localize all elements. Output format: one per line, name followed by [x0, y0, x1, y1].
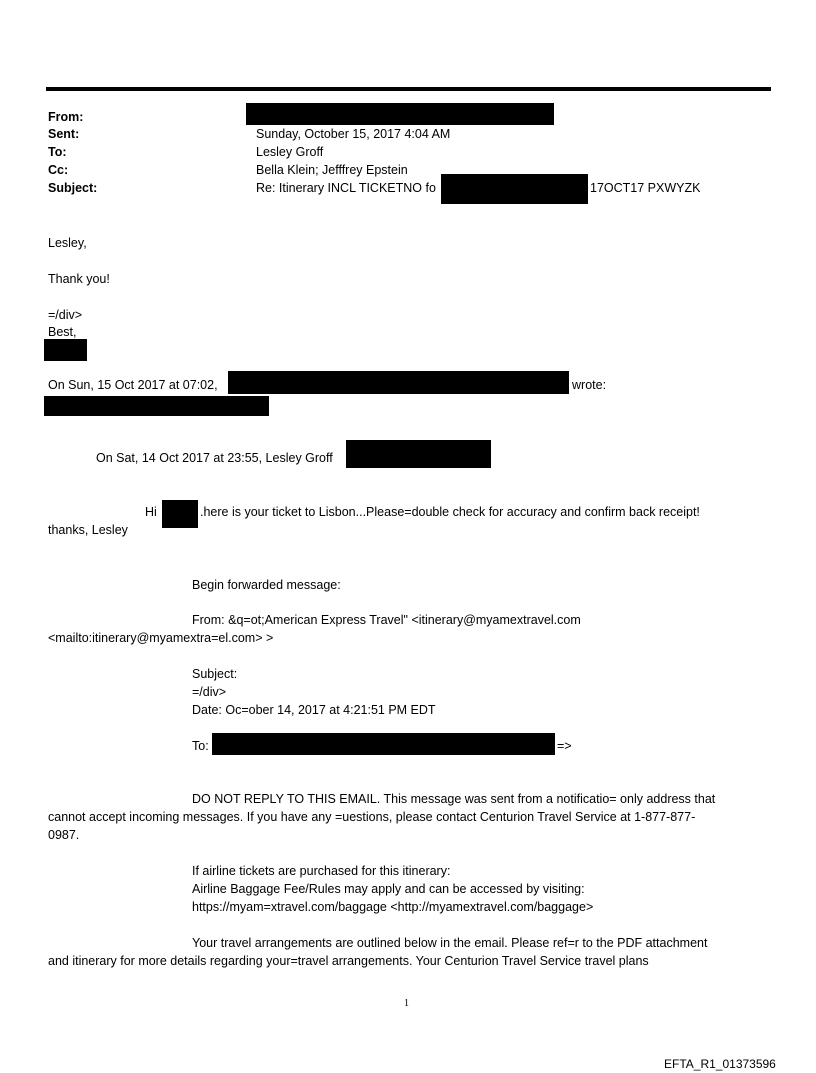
- redaction-fwd-to: [212, 733, 555, 755]
- cc-label: Cc:: [48, 163, 69, 177]
- baggage-line-3: https://myam=xtravel.com/baggage <http://myamextravel.com/baggage>: [192, 900, 594, 914]
- quote1-prefix: On Sun, 15 Oct 2017 at 07:02,: [48, 378, 218, 392]
- quote1-suffix: wrote:: [572, 378, 607, 392]
- notice-line-1: DO NOT REPLY TO THIS EMAIL. This message was sent from a notificatio= only address that: [192, 792, 716, 806]
- quote2-line: On Sat, 14 Oct 2017 at 23:55, Lesley Groff: [96, 451, 333, 465]
- notice-line-2: cannot accept incoming messages. If you have any =uestions, please contact Centurion Travel Service at 1-877-877-: [48, 810, 696, 824]
- travel-line-1: Your travel arrangements are outlined below in the email. Please ref=r to the PDF attachment: [192, 936, 708, 950]
- from-label: From:: [48, 110, 84, 124]
- page-number: 1: [404, 998, 409, 1009]
- baggage-line-1: If airline tickets are purchased for this itinerary:: [192, 864, 451, 878]
- div-tag: =/div>: [48, 308, 83, 322]
- redaction-recipient-name: [162, 500, 198, 528]
- begin-forwarded: Begin forwarded message:: [192, 578, 341, 592]
- redaction-from: [246, 103, 554, 125]
- baggage-line-2: Airline Baggage Fee/Rules may apply and can be accessed by visiting:: [192, 882, 585, 896]
- to-value: Lesley Groff: [256, 145, 324, 159]
- travel-line-2: and itinerary for more details regarding your=travel arrangements. Your Centurion Travel Service travel plans: [48, 954, 649, 968]
- header-rule: [46, 87, 771, 91]
- fwd-mailto: <mailto:itinerary@myamextra=el.com> >: [48, 631, 274, 645]
- fwd-to-suffix: =>: [557, 739, 572, 753]
- hi-rest: .here is your ticket to Lisbon...Please=double check for accuracy and confirm back receipt!: [200, 505, 700, 519]
- fwd-date: Date: Oc=ober 14, 2017 at 4:21:51 PM EDT: [192, 703, 436, 717]
- fwd-to: To:: [192, 739, 209, 753]
- to-label: To:: [48, 145, 67, 159]
- sent-label: Sent:: [48, 127, 80, 141]
- fwd-div: =/div>: [192, 685, 227, 699]
- best-line: Best,: [48, 325, 77, 339]
- hi-word: Hi: [145, 505, 157, 519]
- fwd-subject: Subject:: [192, 667, 238, 681]
- greeting: Lesley,: [48, 236, 87, 250]
- redaction-quote1-email: [44, 396, 269, 416]
- thanks-lesley: thanks, Lesley: [48, 523, 128, 537]
- cc-value: Bella Klein; Jefffrey Epstein: [256, 163, 408, 177]
- document-id: EFTA_R1_01373596: [664, 1057, 776, 1071]
- subject-suffix: 17OCT17 PXWYZK: [590, 181, 701, 195]
- redaction-quote1-sender: [228, 371, 569, 394]
- notice-line-3: 0987.: [48, 828, 80, 842]
- sent-value: Sunday, October 15, 2017 4:04 AM: [256, 127, 451, 141]
- fwd-from: From: &q=ot;American Express Travel" <itinerary@myamextravel.com: [192, 613, 581, 627]
- redaction-subject: [441, 174, 588, 204]
- subject-prefix: Re: Itinerary INCL TICKETNO fo: [256, 181, 436, 195]
- thanks-line: Thank you!: [48, 272, 110, 286]
- redaction-quote2-email: [346, 440, 491, 468]
- redaction-signature: [44, 339, 87, 361]
- subject-label: Subject:: [48, 181, 98, 195]
